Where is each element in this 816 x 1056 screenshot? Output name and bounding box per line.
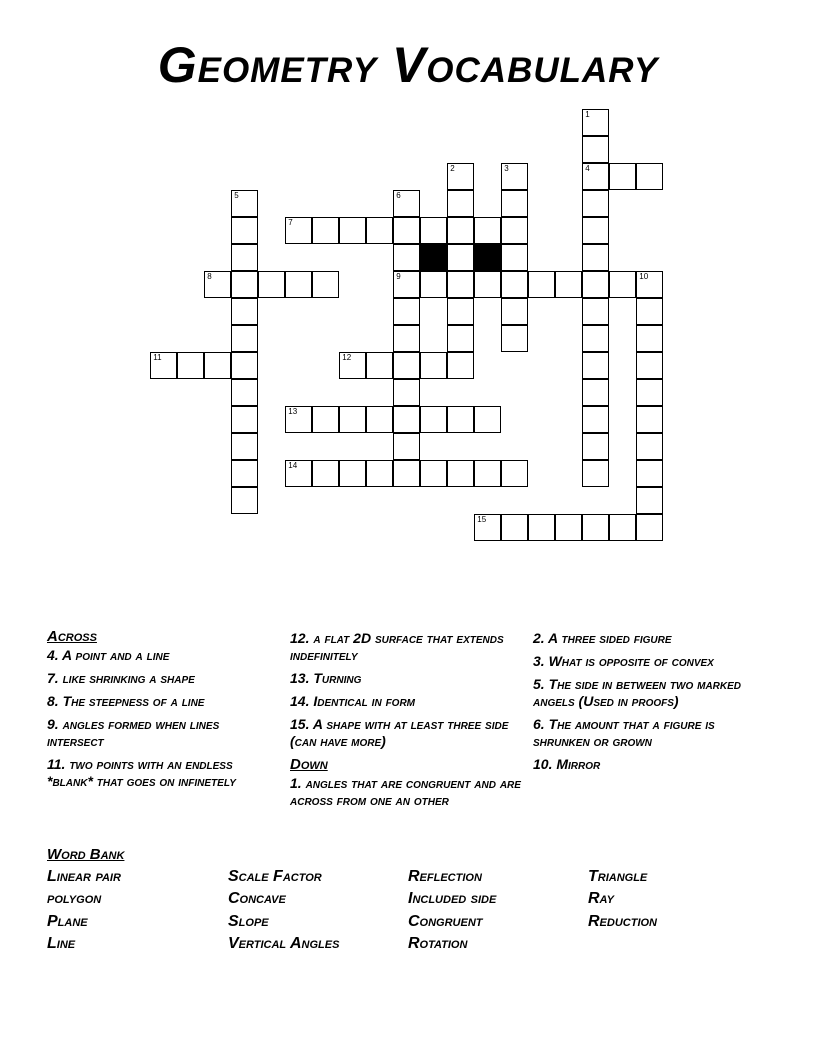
clues-column-2 (290, 630, 522, 815)
grid-cell[interactable] (231, 433, 258, 460)
word-bank-item: Line (47, 935, 76, 952)
grid-cell[interactable] (474, 514, 501, 541)
grid-cell[interactable] (501, 190, 528, 217)
grid-cell[interactable] (636, 325, 663, 352)
word-bank-item: Slope (228, 913, 269, 930)
grid-cell[interactable] (393, 217, 420, 244)
down-heading: Down (290, 756, 328, 773)
grid-cell[interactable] (231, 325, 258, 352)
grid-cell[interactable] (582, 379, 609, 406)
grid-cell[interactable] (474, 271, 501, 298)
grid-cell[interactable] (339, 352, 366, 379)
clue-number: 15 (477, 515, 487, 525)
grid-cell[interactable] (636, 514, 663, 541)
clues-column-3 (533, 630, 765, 779)
grid-cell[interactable] (609, 163, 636, 190)
clue-number: 8 (207, 272, 212, 282)
clue-across-9: 9. angles formed when lines intersect (47, 716, 220, 749)
grid-cell[interactable] (582, 163, 609, 190)
grid-cell[interactable] (555, 514, 582, 541)
grid-cell[interactable] (636, 298, 663, 325)
clue-down-1: 1. angles that are congruent and are across from one an other (290, 775, 521, 808)
clue-number: 9 (396, 272, 401, 282)
grid-cell[interactable] (366, 406, 393, 433)
grid-cell[interactable] (393, 298, 420, 325)
grid-cell[interactable] (501, 460, 528, 487)
clue-down-5: 5. The side in between two marked angels (Used in proofs) (533, 676, 742, 709)
grid-cell[interactable] (150, 352, 177, 379)
grid-cell[interactable] (636, 460, 663, 487)
grid-cell[interactable] (636, 379, 663, 406)
clue-number: 1 (585, 110, 590, 120)
clue-number: 10 (639, 272, 649, 282)
clue-down-2: 2. A three sided figure (533, 630, 672, 646)
grid-cell[interactable] (447, 406, 474, 433)
word-bank-item: polygon (47, 890, 102, 907)
grid-cell[interactable] (636, 352, 663, 379)
grid-cell[interactable] (285, 217, 312, 244)
grid-cell[interactable] (582, 433, 609, 460)
grid-cell[interactable] (501, 217, 528, 244)
word-bank-item: Reduction (588, 913, 657, 930)
grid-cell[interactable] (231, 298, 258, 325)
black-cell (474, 244, 501, 271)
grid-cell[interactable] (339, 460, 366, 487)
grid-cell[interactable] (582, 136, 609, 163)
grid-cell[interactable] (204, 271, 231, 298)
grid-cell[interactable] (177, 352, 204, 379)
word-bank-item: Concave (228, 890, 286, 907)
grid-cell[interactable] (447, 271, 474, 298)
grid-cell[interactable] (393, 460, 420, 487)
grid-cell[interactable] (393, 190, 420, 217)
grid-cell[interactable] (582, 514, 609, 541)
grid-cell[interactable] (231, 217, 258, 244)
grid-cell[interactable] (636, 487, 663, 514)
grid-cell[interactable] (339, 217, 366, 244)
clue-number: 5 (234, 191, 239, 201)
word-bank-item: Triangle (588, 868, 648, 885)
grid-cell[interactable] (339, 406, 366, 433)
clue-number: 2 (450, 164, 455, 174)
grid-cell[interactable] (231, 352, 258, 379)
grid-cell[interactable] (312, 406, 339, 433)
grid-cell[interactable] (204, 352, 231, 379)
clue-down-6: 6. The amount that a figure is shrunken or grown (533, 716, 715, 749)
clue-down-10: 10. Mirror (533, 756, 601, 772)
grid-cell[interactable] (393, 325, 420, 352)
grid-cell[interactable] (501, 514, 528, 541)
grid-cell[interactable] (582, 406, 609, 433)
grid-cell[interactable] (393, 244, 420, 271)
grid-cell[interactable] (231, 244, 258, 271)
grid-cell[interactable] (393, 379, 420, 406)
grid-cell[interactable] (258, 271, 285, 298)
grid-cell[interactable] (501, 163, 528, 190)
grid-cell[interactable] (582, 217, 609, 244)
grid-cell[interactable] (312, 271, 339, 298)
grid-cell[interactable] (501, 325, 528, 352)
clue-across-13: 13. Turning (290, 670, 362, 686)
grid-cell[interactable] (636, 433, 663, 460)
grid-cell[interactable] (393, 433, 420, 460)
clue-number: 3 (504, 164, 509, 174)
grid-cell[interactable] (393, 271, 420, 298)
grid-cell[interactable] (285, 271, 312, 298)
grid-cell[interactable] (528, 271, 555, 298)
clue-number: 12 (342, 353, 352, 363)
across-heading: Across (47, 628, 97, 645)
grid-cell[interactable] (312, 460, 339, 487)
word-bank-heading: Word Bank (47, 846, 125, 863)
grid-cell[interactable] (609, 271, 636, 298)
grid-cell[interactable] (366, 352, 393, 379)
grid-cell[interactable] (582, 352, 609, 379)
grid-cell[interactable] (420, 460, 447, 487)
grid-cell[interactable] (582, 298, 609, 325)
clue-across-14: 14. Identical in form (290, 693, 416, 709)
clue-across-11: 11. two points with an endless *blank* that goes on infinetely (47, 756, 236, 789)
clue-across-7: 7. like shrinking a shape (47, 670, 195, 686)
grid-cell[interactable] (636, 406, 663, 433)
word-bank-item: Plane (47, 913, 88, 930)
grid-cell[interactable] (447, 460, 474, 487)
grid-cell[interactable] (231, 190, 258, 217)
grid-cell[interactable] (501, 298, 528, 325)
grid-cell[interactable] (420, 271, 447, 298)
grid-cell[interactable] (231, 487, 258, 514)
grid-cell[interactable] (420, 352, 447, 379)
grid-cell[interactable] (474, 460, 501, 487)
grid-cell[interactable] (582, 271, 609, 298)
grid-cell[interactable] (231, 379, 258, 406)
grid-cell[interactable] (528, 514, 555, 541)
clue-number: 6 (396, 191, 401, 201)
clue-across-12: 12. a flat 2D surface that extends indefinitely (290, 630, 504, 663)
grid-cell[interactable] (420, 406, 447, 433)
grid-cell[interactable] (285, 406, 312, 433)
grid-cell[interactable] (447, 244, 474, 271)
grid-cell[interactable] (582, 325, 609, 352)
grid-cell[interactable] (636, 163, 663, 190)
page-title: Geometry Vocabulary (157, 37, 659, 93)
grid-cell[interactable] (501, 244, 528, 271)
grid-cell[interactable] (231, 406, 258, 433)
clue-across-4: 4. A point and a line (47, 647, 170, 663)
word-bank-item: Ray (588, 890, 615, 907)
grid-cell[interactable] (582, 190, 609, 217)
grid-cell[interactable] (582, 460, 609, 487)
grid-cell[interactable] (393, 352, 420, 379)
clue-number: 7 (288, 218, 293, 228)
word-bank-item: Linear pair (47, 868, 121, 885)
grid-cell[interactable] (555, 271, 582, 298)
grid-cell[interactable] (474, 217, 501, 244)
clues-column-1 (47, 628, 279, 796)
grid-cell[interactable] (609, 514, 636, 541)
grid-cell[interactable] (366, 217, 393, 244)
grid-cell[interactable] (582, 244, 609, 271)
grid-cell[interactable] (285, 460, 312, 487)
grid-cell[interactable] (231, 271, 258, 298)
grid-cell[interactable] (447, 217, 474, 244)
black-cell (420, 244, 447, 271)
word-bank-item: Congruent (408, 913, 483, 930)
grid-cell[interactable] (636, 271, 663, 298)
clue-across-15: 15. A shape with at least three side (can have more) (290, 716, 509, 749)
word-bank-item: Vertical Angles (228, 935, 340, 952)
word-bank-item: Rotation (408, 935, 468, 952)
grid-cell[interactable] (447, 163, 474, 190)
grid-cell[interactable] (366, 460, 393, 487)
word-bank-item: Reflection (408, 868, 482, 885)
word-bank-item: Included side (408, 890, 497, 907)
clue-number: 13 (288, 407, 298, 417)
grid-cell[interactable] (231, 460, 258, 487)
clue-across-8: 8. The steepness of a line (47, 693, 205, 709)
grid-cell[interactable] (312, 217, 339, 244)
clue-down-3: 3. What is opposite of convex (533, 653, 714, 669)
grid-cell[interactable] (420, 217, 447, 244)
grid-cell[interactable] (393, 406, 420, 433)
grid-cell[interactable] (447, 190, 474, 217)
grid-cell[interactable] (582, 109, 609, 136)
grid-cell[interactable] (447, 352, 474, 379)
clue-number: 11 (153, 353, 162, 363)
grid-cell[interactable] (447, 298, 474, 325)
clue-number: 4 (585, 164, 590, 174)
grid-cell[interactable] (501, 271, 528, 298)
clue-number: 14 (288, 461, 298, 471)
grid-cell[interactable] (474, 406, 501, 433)
grid-cell[interactable] (447, 325, 474, 352)
word-bank-item: Scale Factor (228, 868, 322, 885)
